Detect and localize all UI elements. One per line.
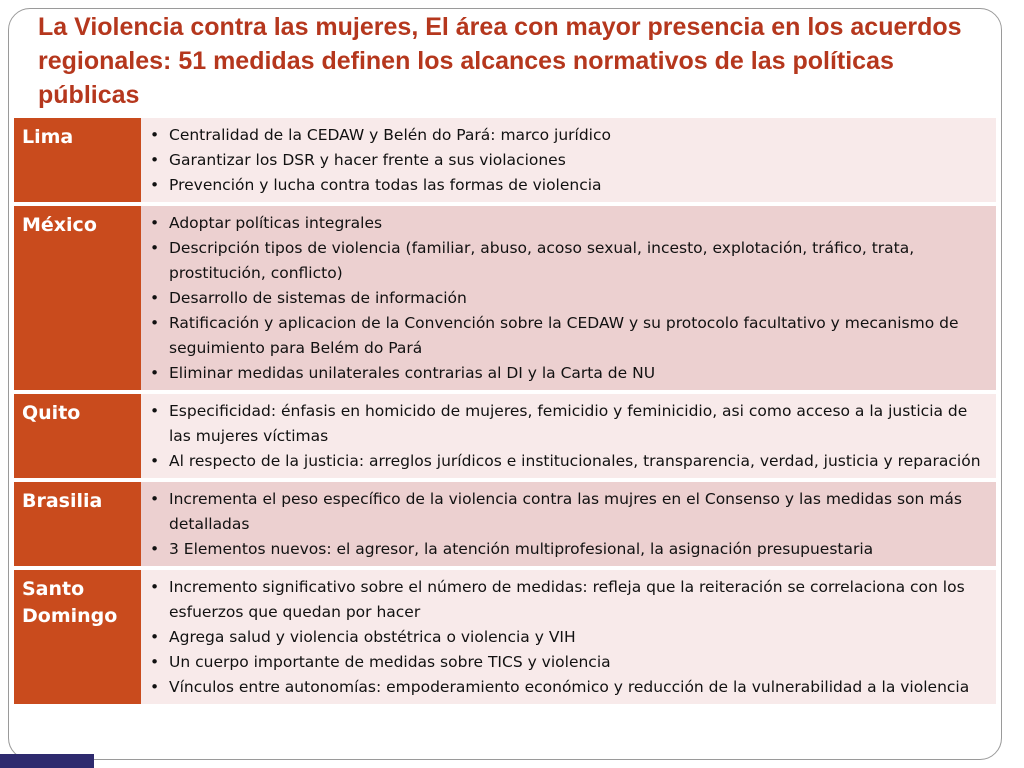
table-row-santo-domingo — [14, 570, 996, 704]
measures-cell — [141, 118, 996, 202]
measures-list — [145, 123, 988, 198]
slide-title-rest: El área con mayor presencia en los acuerdos regionales: 51 medidas definen los alcances normativos de las políticas públicas — [38, 13, 962, 109]
measures-list — [145, 487, 988, 562]
list-item: • Incrementa el peso específico de la violencia contra las mujres en el Consenso y las medidas son más detalladas — [145, 487, 988, 537]
list-item: • Ratificación y aplicacion de la Convención sobre la CEDAW y su protocolo facultativo y mecanismo de seguimiento para Belém do Pará — [145, 311, 988, 361]
city-label: Quito — [14, 394, 141, 478]
slide-title — [38, 10, 998, 112]
list-item: • Centralidad de la CEDAW y Belén do Pará: marco jurídico — [145, 123, 988, 148]
slide-title-bold: La Violencia contra las mujeres, — [38, 13, 419, 41]
measures-cell — [141, 394, 996, 478]
list-item: • Adoptar políticas integrales — [145, 211, 988, 236]
city-label: Lima — [14, 118, 141, 202]
measures-cell — [141, 206, 996, 390]
list-item: • Incremento significativo sobre el número de medidas: refleja que la reiteración se correlaciona con los esfuerzos que quedan por hacer — [145, 575, 988, 625]
agreements-table — [14, 118, 996, 704]
corner-accent-bar — [0, 754, 94, 768]
measures-cell — [141, 570, 996, 704]
list-item: • Prevención y lucha contra todas las formas de violencia — [145, 173, 988, 198]
measures-list — [145, 399, 988, 474]
list-item: • Especificidad: énfasis en homicido de mujeres, femicidio y feminicidio, asi como acceso a la justicia de las mujeres víctimas — [145, 399, 988, 449]
list-item: • Agrega salud y violencia obstétrica o violencia y VIH — [145, 625, 988, 650]
table-row-brasilia — [14, 482, 996, 566]
list-item: • Garantizar los DSR y hacer frente a sus violaciones — [145, 148, 988, 173]
measures-list — [145, 575, 988, 700]
list-item: • Desarrollo de sistemas de información — [145, 286, 988, 311]
list-item: • Un cuerpo importante de medidas sobre TICS y violencia — [145, 650, 988, 675]
list-item: • Descripción tipos de violencia (familiar, abuso, acoso sexual, incesto, explotación, tráfico, trata, prostitución, conflicto) — [145, 236, 988, 286]
table-row-lima — [14, 118, 996, 202]
measures-cell — [141, 482, 996, 566]
measures-list — [145, 211, 988, 386]
table-row-quito — [14, 394, 996, 478]
table-row-mexico — [14, 206, 996, 390]
list-item: • Al respecto de la justicia: arreglos jurídicos e institucionales, transparencia, verdad, justicia y reparación — [145, 449, 988, 474]
list-item: • 3 Elementos nuevos: el agresor, la atención multiprofesional, la asignación presupuestaria — [145, 537, 988, 562]
city-label: Santo Domingo — [14, 570, 141, 704]
list-item: • Vínculos entre autonomías: empoderamiento económico y reducción de la vulnerabilidad a la violencia — [145, 675, 988, 700]
list-item: • Eliminar medidas unilaterales contrarias al DI y la Carta de NU — [145, 361, 988, 386]
city-label: Brasilia — [14, 482, 141, 566]
city-label: México — [14, 206, 141, 390]
